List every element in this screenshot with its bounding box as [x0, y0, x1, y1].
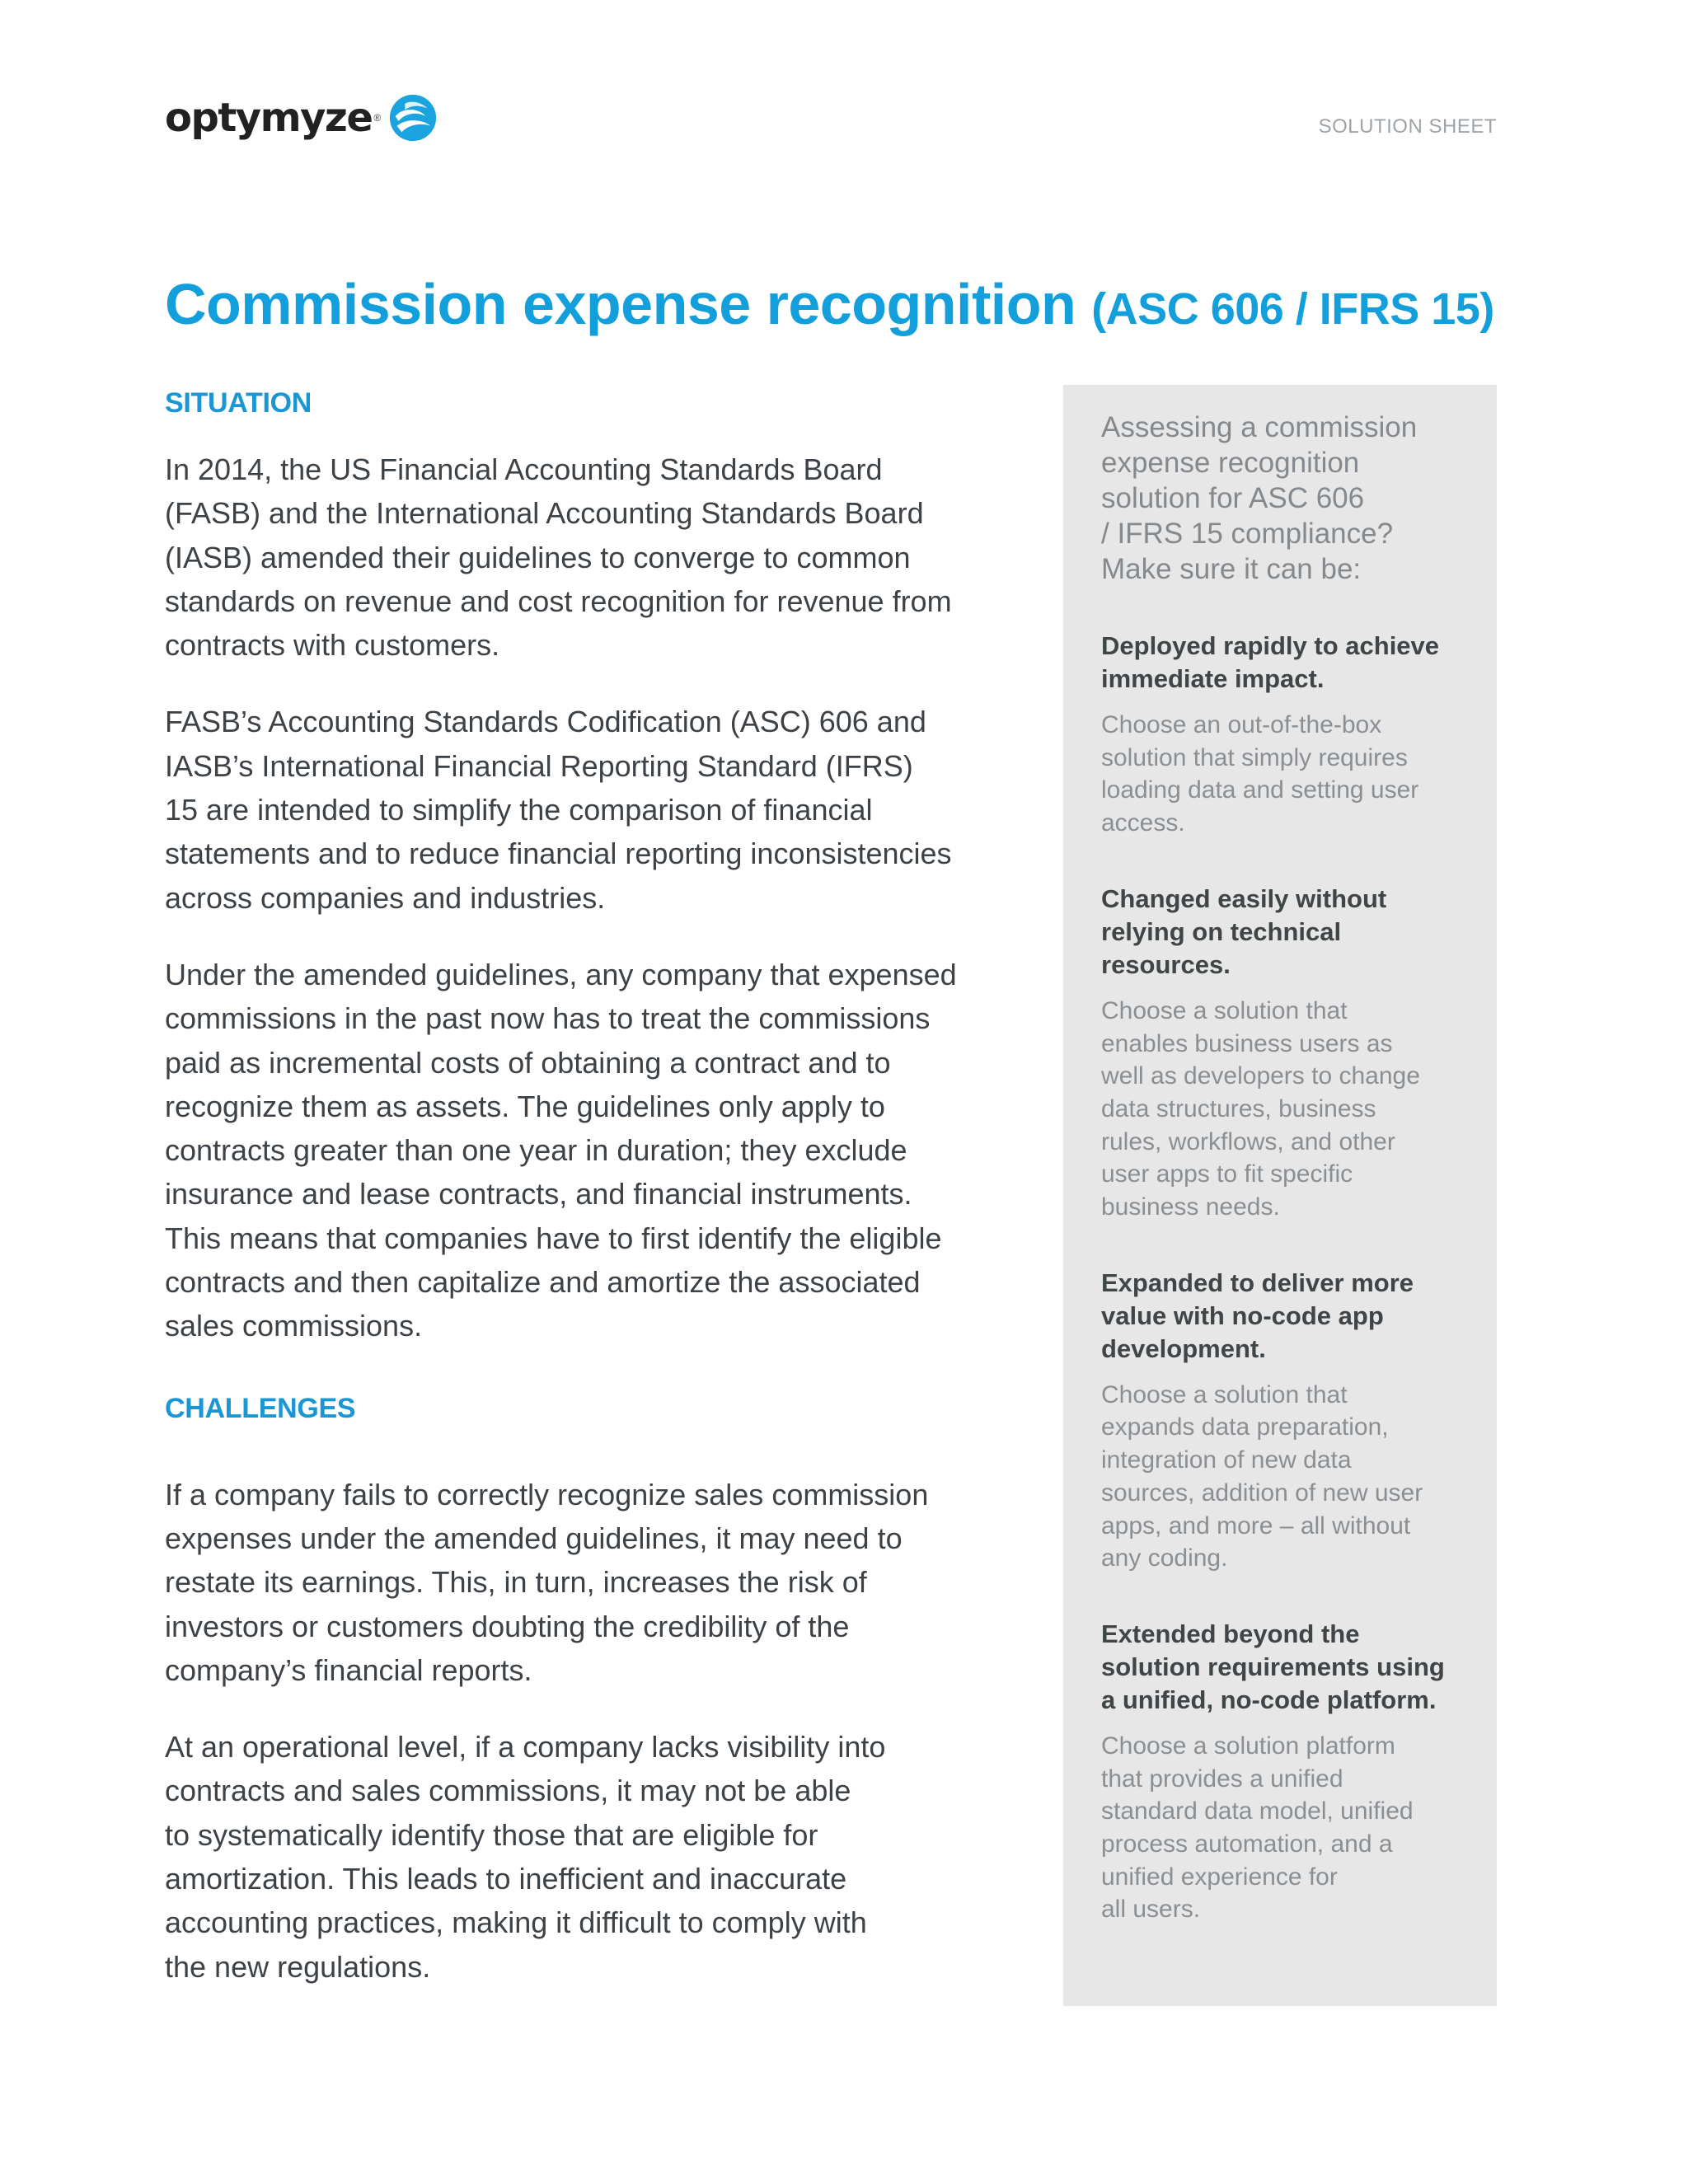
- text-line: solution for ASC 606: [1101, 482, 1365, 514]
- challenges-heading: CHALLENGES: [165, 1392, 356, 1424]
- text-line: contracts and then capitalize and amortize the associated: [165, 1265, 921, 1300]
- text-line: expenses under the amended guidelines, it may need to: [165, 1521, 903, 1555]
- text-line: unified experience for: [1101, 1863, 1338, 1891]
- checklist-sidebar: [1063, 385, 1497, 2006]
- document-type-label: SOLUTION SHEET: [1318, 115, 1497, 138]
- title-sub: (ASC 606 / IFRS 15): [1091, 284, 1494, 334]
- text-line: the new regulations.: [165, 1949, 431, 1984]
- text-line: solution requirements using: [1101, 1652, 1445, 1681]
- situation-paragraph-1: [165, 448, 1022, 667]
- brand-wordmark: optymyze: [165, 95, 373, 141]
- page-header: [165, 92, 1497, 175]
- text-line: restate its earnings. This, in turn, increases the risk of: [165, 1565, 867, 1600]
- text-line: enables business users as: [1101, 1029, 1393, 1057]
- text-line: paid as incremental costs of obtaining a contract and to: [165, 1045, 891, 1080]
- checklist-item-desc: [1101, 1379, 1467, 1575]
- text-line: user apps to fit specific: [1101, 1160, 1353, 1188]
- text-line: Make sure it can be:: [1101, 553, 1362, 585]
- text-line: accounting practices, making it difficult to comply with: [165, 1905, 867, 1940]
- text-line: recognize them as assets. The guidelines only apply to: [165, 1089, 885, 1123]
- text-line: commissions in the past now has to treat the commissions: [165, 1001, 931, 1036]
- text-line: (IASB) amended their guidelines to converge to common: [165, 540, 911, 574]
- text-line: standard data model, unified: [1101, 1797, 1414, 1825]
- checklist-item-desc: [1101, 995, 1467, 1224]
- text-line: solution that simply requires: [1101, 743, 1408, 771]
- text-line: value with no-code app: [1101, 1301, 1384, 1330]
- text-line: that provides a unified: [1101, 1765, 1343, 1793]
- text-line: statements and to reduce financial reporting inconsistencies: [165, 837, 952, 871]
- text-line: business needs.: [1101, 1193, 1280, 1221]
- situation-paragraph-2: [165, 700, 1022, 919]
- checklist-item-title: [1101, 883, 1467, 982]
- text-line: apps, and more – all without: [1101, 1511, 1411, 1540]
- text-line: FASB’s Accounting Standards Codification (ASC) 606 and: [165, 705, 926, 739]
- text-line: Under the amended guidelines, any company that expensed: [165, 957, 957, 991]
- text-line: investors or customers doubting the credibility of the: [165, 1609, 850, 1643]
- text-line: resources.: [1101, 949, 1231, 979]
- text-line: loading data and setting user: [1101, 776, 1419, 804]
- text-line: sales commissions.: [165, 1309, 423, 1343]
- checklist-item-desc: [1101, 1730, 1467, 1926]
- brand-registered-mark: ®: [373, 112, 382, 124]
- checklist-item-desc: [1101, 709, 1467, 840]
- text-line: Deployed rapidly to achieve: [1101, 631, 1440, 660]
- text-line: In 2014, the US Financial Accounting Standards Board: [165, 452, 883, 486]
- challenges-paragraph-2: [165, 1725, 1022, 1989]
- sidebar-intro: [1101, 410, 1467, 587]
- challenges-paragraph-1: [165, 1473, 1022, 1692]
- text-line: process automation, and a: [1101, 1830, 1393, 1858]
- text-line: Assessing a commission: [1101, 411, 1418, 443]
- text-line: Choose a solution platform: [1101, 1732, 1395, 1760]
- text-line: expands data preparation,: [1101, 1413, 1389, 1441]
- text-line: contracts greater than one year in duration; they exclude: [165, 1133, 907, 1168]
- text-line: all users.: [1101, 1896, 1201, 1924]
- text-line: a unified, no-code platform.: [1101, 1685, 1437, 1714]
- main-column: [165, 387, 1022, 1989]
- page-title: [165, 271, 1517, 337]
- text-line: Choose a solution that: [1101, 996, 1348, 1024]
- text-line: integration of new data: [1101, 1446, 1352, 1474]
- text-line: to systematically identify those that are eligible for: [165, 1817, 818, 1852]
- situation-heading: SITUATION: [165, 387, 312, 419]
- text-line: expense recognition: [1101, 447, 1360, 479]
- wave-swirl-icon: [387, 92, 438, 143]
- checklist-item-title: [1101, 1267, 1467, 1366]
- title-main: Commission expense recognition: [165, 271, 1076, 336]
- text-line: company’s financial reports.: [165, 1652, 532, 1687]
- text-line: Choose a solution that: [1101, 1380, 1348, 1408]
- checklist-item-title: [1101, 630, 1467, 696]
- text-line: / IFRS 15 compliance?: [1101, 518, 1394, 550]
- text-line: amortization. This leads to inefficient and inaccurate: [165, 1862, 847, 1896]
- text-line: development.: [1101, 1333, 1266, 1363]
- text-line: 15 are intended to simplify the comparison of financial: [165, 793, 873, 827]
- situation-paragraph-3: [165, 953, 1022, 1348]
- text-line: immediate impact.: [1101, 664, 1325, 693]
- text-line: well as developers to change: [1101, 1062, 1420, 1090]
- text-line: contracts and sales commissions, it may not be able: [165, 1774, 851, 1808]
- text-line: Changed easily without: [1101, 883, 1387, 913]
- text-line: insurance and lease contracts, and financial instruments.: [165, 1177, 912, 1212]
- text-line: IASB’s International Financial Reporting Standard (IFRS): [165, 748, 913, 783]
- text-line: Choose an out-of-the-box: [1101, 711, 1382, 738]
- text-line: At an operational level, if a company lacks visibility into: [165, 1730, 886, 1765]
- text-line: across companies and industries.: [165, 880, 606, 915]
- text-line: contracts with customers.: [165, 628, 500, 663]
- text-line: (FASB) and the International Accounting Standards Board: [165, 496, 924, 531]
- text-line: relying on technical: [1101, 916, 1342, 946]
- text-line: Extended beyond the: [1101, 1619, 1360, 1648]
- text-line: If a company fails to correctly recognize sales commission: [165, 1477, 929, 1511]
- brand-logo: [165, 92, 438, 143]
- text-line: Expanded to deliver more: [1101, 1268, 1414, 1297]
- text-line: data structures, business: [1101, 1094, 1376, 1122]
- text-line: This means that companies have to first identify the eligible: [165, 1221, 942, 1255]
- text-line: access.: [1101, 809, 1185, 837]
- text-line: standards on revenue and cost recognition for revenue from: [165, 583, 952, 618]
- text-line: any coding.: [1101, 1544, 1228, 1572]
- text-line: sources, addition of new user: [1101, 1479, 1423, 1507]
- text-line: rules, workflows, and other: [1101, 1127, 1395, 1155]
- checklist-item-title: [1101, 1618, 1467, 1717]
